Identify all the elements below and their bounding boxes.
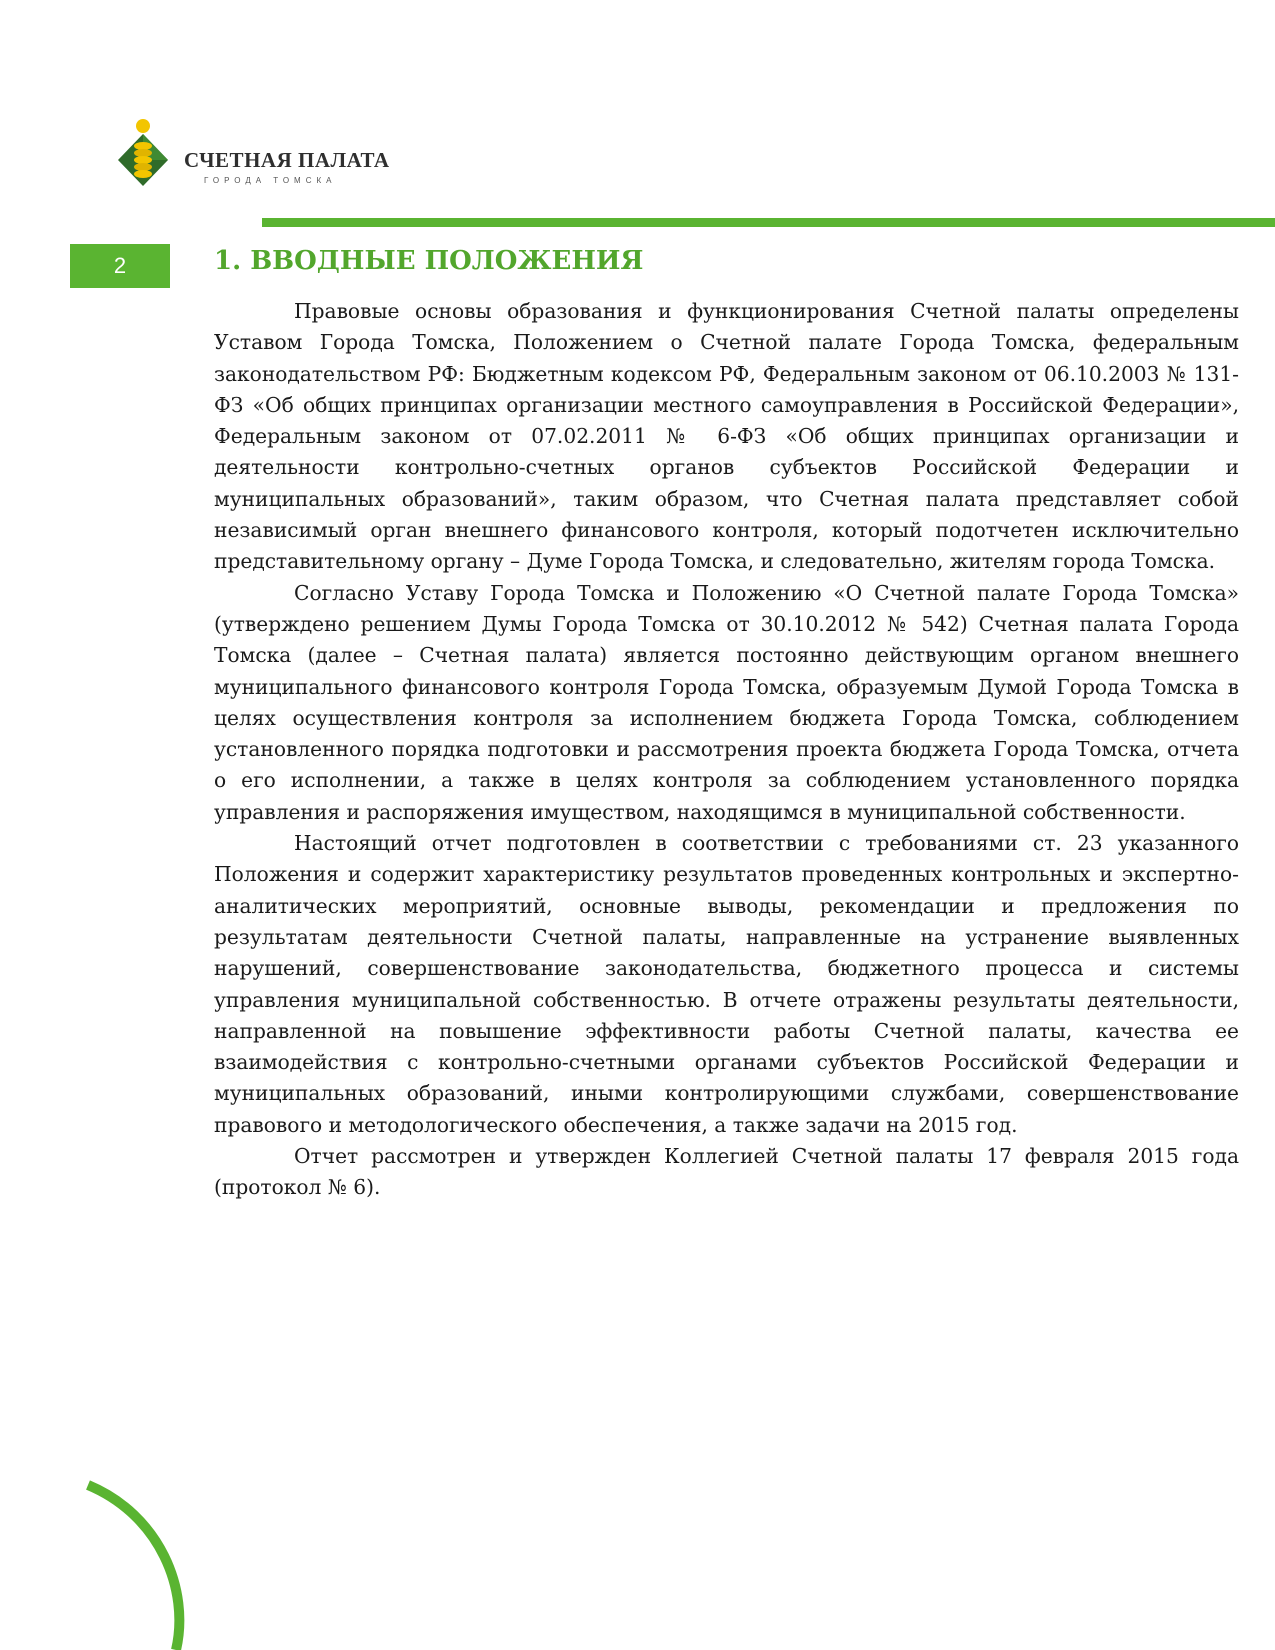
org-name: СЧЕТНАЯ ПАЛАТА — [184, 148, 390, 172]
section-title: 1. ВВОДНЫЕ ПОЛОЖЕНИЯ — [214, 246, 644, 276]
section-body — [214, 296, 1239, 1204]
paragraph-approval: Отчет рассмотрен и утвержден Коллегией Счетной палаты 17 февраля 2015 года (протокол № 6). — [214, 1144, 1239, 1200]
org-subtitle: ГОРОДА ТОМСКА — [204, 176, 337, 185]
paragraph-status: Согласно Уставу Города Томска и Положению «О Счетной палате Города Томска» (утверждено решением Думы Города Томска от 30.10.2012 № 542) Счетная палата Города Томска (далее – Счетная палата) является постоянно действующим органом внешнего муниципального финансового контроля Города Томска, образуемым Думой Города Томска в целях осуществления контроля за исполнением бюджета Города Томска, соблюдением установленного порядка подготовки и рассмотрения проекта бюджета Города Томска, отчета о его исполнении, а также в целях контроля за соблюдением установленного порядка управления и распоряжения имуществом, находящимся в муниципальной собственности. — [214, 580, 1239, 824]
header-logo — [118, 118, 418, 198]
page-number-badge: 2 — [70, 244, 170, 288]
paragraph-report-contents: Настоящий отчет подготовлен в соответствии с требованиями ст. 23 указанного Положения и содержит характеристику результатов проведенных контрольных и экспертно-аналитических мероприятий, основные выводы, рекомендации и предложения по результатам деятельности Счетной палаты, направленные на устранение выявленных нарушений, совершенствование законодательства, бюджетного процесса и системы управления муниципальной собственностью. В отчете отражены результаты деятельности, направленной на повышение эффективности работы Счетной палаты, качества ее взаимодействия с контрольно-счетными органами субъектов Российской Федерации и муниципальных образований, иными контролирующими службами, совершенствование правового и методологического обеспечения, а также задачи на 2015 год. — [214, 831, 1239, 1137]
header-divider — [262, 218, 1275, 227]
coin-stack-logo-icon — [118, 118, 178, 198]
paragraph-legal-basis: Правовые основы образования и функционирования Счетной палаты определены Уставом Города Томска, Положением о Счетной палате Города Томска, федеральным законодательством РФ: Бюджетным кодексом РФ, Федеральным законом от 06.10.2003 № 131-ФЗ «Об общих принципах организации местного самоуправления в Российской Федерации», Федеральным законом от 07.02.2011 № 6-ФЗ «Об общих принципах организации и деятельности контрольно-счетных органов субъектов Российской Федерации и муниципальных образований», таким образом, что Счетная палата представляет собой независимый орган внешнего финансового контроля, который подотчетен исключительно представительному органу – Думе Города Томска, и следовательно, жителям города Томска. — [214, 299, 1239, 574]
decorative-corner-arc — [0, 1470, 200, 1650]
